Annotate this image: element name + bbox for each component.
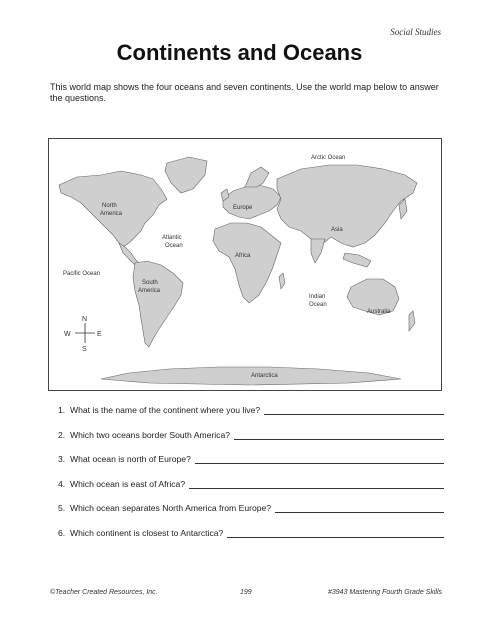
world-map xyxy=(48,138,442,391)
answer-line[interactable] xyxy=(234,430,444,440)
europe-shape xyxy=(223,185,281,219)
africa-label: Africa xyxy=(235,253,251,259)
pacific-ocean-label: Pacific Ocean xyxy=(63,271,101,277)
question-number: 1. xyxy=(58,405,66,415)
question-item xyxy=(58,502,444,513)
page-number: 199 xyxy=(240,589,252,596)
europe-label: Europe xyxy=(233,205,253,211)
madagascar-shape xyxy=(279,273,285,289)
answer-line[interactable] xyxy=(275,503,444,513)
page-title: Continents and Oceans xyxy=(116,40,363,65)
answer-line[interactable] xyxy=(189,479,444,489)
question-text: What ocean is north of Europe? xyxy=(70,454,191,464)
compass-w-label: W xyxy=(64,331,71,338)
question-item xyxy=(58,429,444,440)
north-america-label-1: North xyxy=(102,203,117,209)
asia-shape xyxy=(277,165,417,247)
question-number: 6. xyxy=(58,527,66,538)
greenland-shape xyxy=(165,157,207,193)
atlantic-ocean-label-1: Atlantic xyxy=(162,235,182,241)
question-text: Which continent is closest to Antarctica? xyxy=(70,527,224,538)
south-america-shape xyxy=(133,261,183,347)
question-text: Which ocean is east of Africa? xyxy=(70,478,186,489)
question-item xyxy=(58,527,444,538)
intro-text: This world map shows the four oceans and seven continents. Use the world map below to answer the questions. xyxy=(50,82,439,103)
north-america-shape xyxy=(59,171,167,247)
compass-e-label: E xyxy=(97,331,102,338)
antarctica-label: Antarctica xyxy=(251,373,278,379)
arctic-ocean-label: Arctic Ocean xyxy=(311,155,346,161)
answer-line[interactable] xyxy=(264,405,444,415)
book-title: #3943 Mastering Fourth Grade Skills xyxy=(328,589,442,596)
compass-s-label: S xyxy=(82,346,87,353)
asia-label: Asia xyxy=(331,227,343,233)
question-number: 4. xyxy=(58,478,66,489)
southeast-asia-shape xyxy=(343,253,371,267)
atlantic-ocean-label-2: Ocean xyxy=(165,243,183,249)
question-text: What is the name of the continent where you live? xyxy=(70,405,261,415)
question-item xyxy=(58,453,444,464)
scandinavia-shape xyxy=(245,167,269,187)
subject-label: Social Studies xyxy=(390,27,441,37)
question-text: Which ocean separates North America from Europe? xyxy=(70,503,272,513)
question-item xyxy=(58,478,444,489)
question-item xyxy=(58,404,444,415)
australia-label: Australia xyxy=(367,309,391,315)
indian-ocean-label-1: Indian xyxy=(309,294,326,300)
question-number: 5. xyxy=(58,503,66,513)
indian-ocean-label-2: Ocean xyxy=(309,302,327,308)
answer-line[interactable] xyxy=(195,454,444,464)
question-list xyxy=(58,404,444,551)
central-america-shape xyxy=(119,243,139,265)
copyright-text: ©Teacher Created Resources, Inc. xyxy=(50,589,158,596)
africa-shape xyxy=(213,223,281,303)
question-number: 3. xyxy=(58,454,66,464)
india-shape xyxy=(311,239,325,263)
answer-line[interactable] xyxy=(227,528,444,538)
compass-n-label: N xyxy=(82,316,88,323)
question-number: 2. xyxy=(58,429,66,440)
south-america-label-2: America xyxy=(138,288,161,294)
compass-rose xyxy=(64,316,102,353)
question-text: Which two oceans border South America? xyxy=(70,429,231,440)
north-america-label-2: America xyxy=(100,211,123,217)
new-zealand-shape xyxy=(409,311,415,331)
south-america-label-1: South xyxy=(142,280,158,286)
